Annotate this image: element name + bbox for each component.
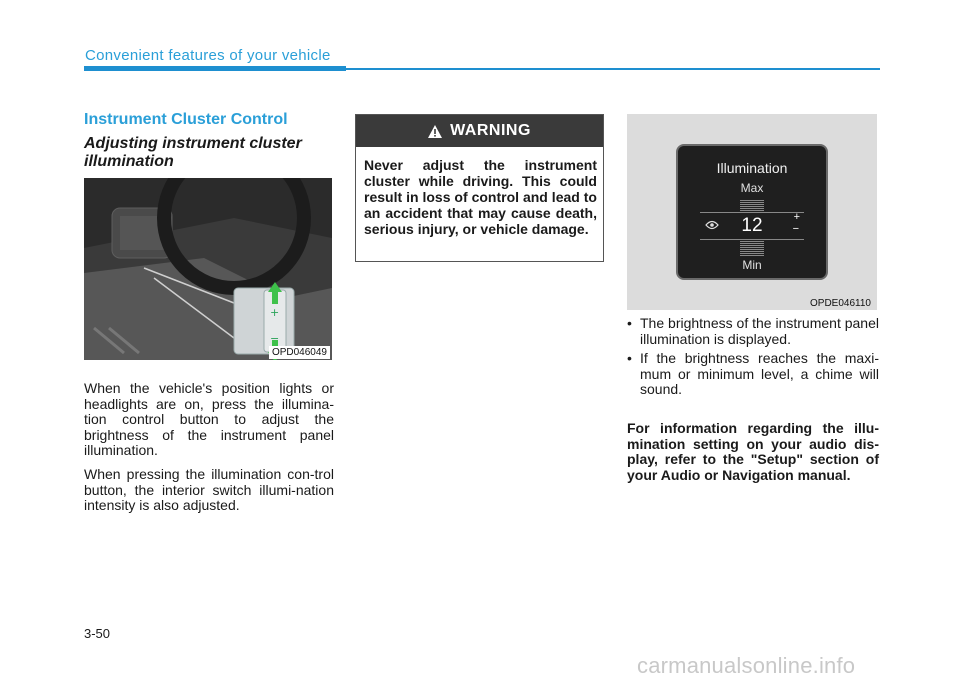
cluster-value-row — [700, 212, 804, 240]
warning-heading-label: WARNING — [450, 122, 531, 139]
cluster-title: Illumination — [716, 160, 788, 176]
paragraph-switch-illumination: When pressing the illumination con-trol button, the interior switch illumi-nation intensity is also adjusted. — [84, 466, 334, 513]
svg-text:−: − — [270, 332, 280, 345]
cluster-minus: − — [792, 223, 799, 235]
dashboard-illustration — [84, 178, 332, 360]
cluster-value: 12 — [741, 215, 763, 236]
svg-text:+: + — [270, 306, 280, 319]
audio-setup-note: For information regarding the illu-mination setting on your audio dis-play, refer to the "Setup" section of your Audio or Navigation manual. — [627, 420, 879, 483]
cluster-screen — [676, 144, 828, 280]
watermark: carmanualsonline.info — [637, 653, 856, 678]
dashboard-photo — [84, 178, 332, 360]
section-title: Instrument Cluster Control — [84, 111, 288, 128]
cluster-stripes-bottom — [740, 239, 764, 257]
cluster-stripes-top — [740, 200, 764, 211]
warning-box — [355, 114, 604, 262]
list-item: • The brightness of the instrument panel illumination is displayed. — [627, 316, 879, 347]
figure-caption: OPDE046110 — [810, 298, 871, 309]
header-rule-thin — [346, 68, 880, 70]
warning-triangle-icon — [428, 125, 442, 138]
warning-text: Never adjust the instrument cluster while driving. This could result in loss of control and lead to an accident that may cause death, serious injury, or vehicle damage. — [364, 157, 597, 237]
warning-heading — [356, 115, 603, 147]
cluster-max-label: Max — [740, 181, 764, 195]
header-title: Convenient features of your vehicle — [85, 47, 331, 64]
subsection-title: Adjusting instrument cluster illumination — [84, 135, 302, 170]
paragraph-illumination-control: When the vehicle's position lights or headlights are on, press the illumina-tion control button to adjust the brightness of the instrument panel illumination. — [84, 380, 334, 458]
cluster-plus: + — [793, 211, 800, 223]
figure-caption: OPD046049 — [269, 346, 330, 359]
bullet-list — [627, 316, 879, 402]
header-rule-thick — [84, 66, 346, 71]
cluster-photo — [627, 114, 877, 310]
cluster-min-label: Min — [742, 258, 762, 272]
list-item: • If the brightness reaches the maxi-mum or minimum level, a chime will sound. — [627, 351, 879, 398]
page-number: 3-50 — [84, 626, 111, 641]
